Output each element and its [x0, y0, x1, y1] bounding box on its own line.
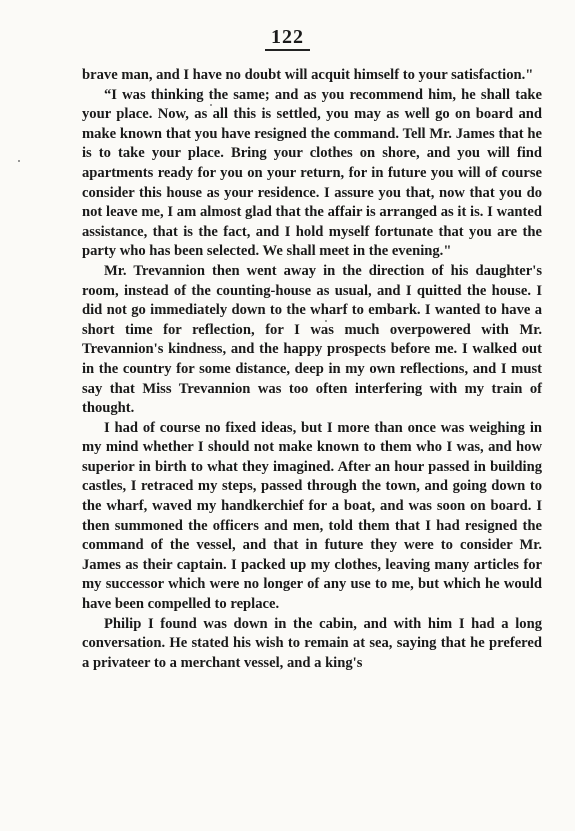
- print-speck: [210, 104, 212, 106]
- page-body: [82, 66, 542, 673]
- page-number: 122: [265, 26, 310, 51]
- paragraph-continued: brave man, and I have no doubt will acquit himself to your satisfaction.": [82, 67, 534, 83]
- paragraph: I had of course no fixed ideas, but I more than once was weighing in my mind whether I should not make known to them who I was, and how superior in birth to what they imagined. After an hour passed in building castles, I retraced my steps, passed through the town, and going down to the wharf, waved my handkerchief for a boat, and was soon on board. I then summoned the officers and men, told them that I had resigned the command of the vessel, and that in future they were to consider Mr. James as their captain. I packed up my clothes, leaving many articles for my successor which were no longer of any use to me, but which he would have been compelled to replace.: [82, 419, 542, 613]
- print-speck: [18, 160, 20, 162]
- paragraph: Mr. Trevannion then went away in the direction of his daughter's room, instead of the counting-house as usual, and I quitted the house. I did not go immediately down to the wharf to embark. I wanted to have a short time for reflection, for I was much overpowered with Mr. Trevannion's kindness, and the happy prospects before me. I walked out in the country for some distance, deep in my own reflections, and I must say that Miss Trevannion was too often interfering with my train of thought.: [82, 262, 542, 417]
- print-speck: [325, 320, 327, 322]
- page-header: [0, 26, 575, 51]
- paragraph: Philip I found was down in the cabin, and with him I had a long conversation. He stated his wish to remain at sea, saying that he prefered a privateer to a merchant vessel, and a king's: [82, 615, 542, 671]
- paragraph: “I was thinking the same; and as you recommend him, he shall take your place. Now, as all this is settled, you may as well go on board and make known that you have resigned the command. Tell Mr. James that he is to take your place. Bring your clothes on shore, and you will find apartments ready for you on your return, for in future you will of course consider this house as your residence. I assure you that, now that you do not leave me, I am almost glad that the affair is arranged as it is. I wanted assistance, that is the fact, and I hold myself fortunate that you are the party who has been selected. We shall meet in the evening.": [82, 86, 542, 260]
